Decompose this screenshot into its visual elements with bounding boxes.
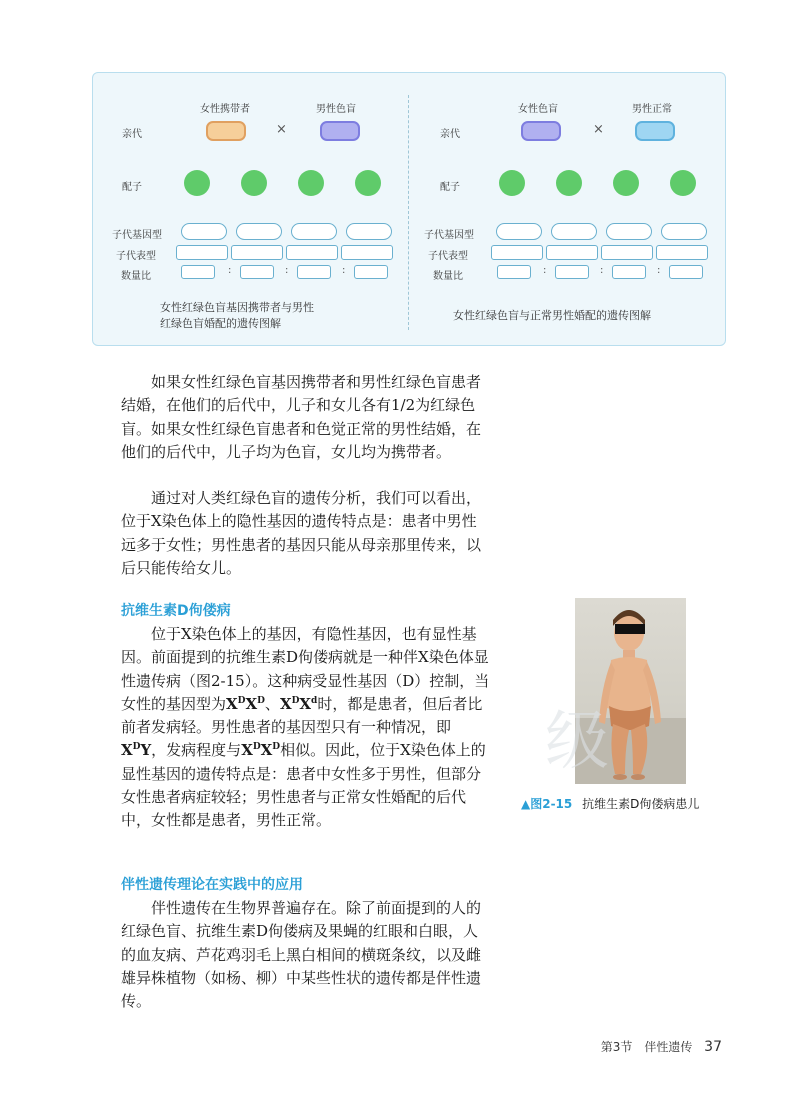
left-diagram-caption [160,300,314,332]
right-row-genotype: 子代基因型 [424,230,474,241]
left-ratio-colon-1: : [228,265,232,276]
right-phenotype-slot-1 [491,245,543,260]
figure-number: ▲图2-15 [521,797,573,811]
left-ratio-slot-4 [354,265,388,279]
right-ratio-slot-1 [497,265,531,279]
rickets-text-3: ，发病程度与 [151,741,242,760]
left-parent2-label: 男性色盲 [316,104,356,115]
left-row-phenotype: 子代表型 [116,251,156,262]
right-row-parents: 亲代 [440,129,460,140]
left-colorblind-male-box [320,121,360,141]
right-colorblind-female-box [521,121,561,141]
left-ratio-slot-2 [240,265,274,279]
rickets-text-1: 位于X染色体上的基因，有隐性基因，也有显性基因。前面提到的抗维生素D佝偻病就是一种伴X染色体显性遗传病（图2-15）。这种病受显性基因（D）控制，当女性的基因型为 [121,625,490,713]
watermark: 级 [545,705,609,779]
right-gamete-4 [670,170,696,196]
genotype-XDXD: $X^DX^D$ [226,694,265,713]
right-gamete-3 [613,170,639,196]
left-phenotype-slot-1 [176,245,228,260]
left-genotype-slot-4 [346,223,392,240]
left-ratio-slot-3 [297,265,331,279]
left-phenotype-slot-4 [341,245,393,260]
right-diagram-caption: 女性红绿色盲与正常男性婚配的遗传图解 [453,309,651,322]
right-row-phenotype: 子代表型 [428,251,468,262]
left-ratio-colon-2: : [285,265,289,276]
right-parent1-label: 女性色盲 [518,104,558,115]
section-title-rickets: 抗维生素D佝偻病 [121,603,231,619]
left-genotype-slot-1 [181,223,227,240]
genotype-XDXD-2: $X^DX^D$ [241,741,281,760]
rickets-text-4: 相似。因此，位于X染色体上的显性基因的遗传特点是：患者中女性多于男性，但部分女性患者病症较轻；男性患者与正常女性婚配的后代中，女性都是患者，男性正常。 [121,741,486,830]
genotype-XDY: $X^DY$ [121,741,152,760]
left-genotype-slot-2 [236,223,282,240]
page-footer [601,1038,722,1055]
paragraph-rickets [121,623,491,833]
right-ratio-slot-4 [669,265,703,279]
rickets-text-2: 时，都是患者，但后者比前者发病轻。男性患者的基因型只有一种情况，即 [121,694,483,737]
right-normal-male-box [635,121,675,141]
right-row-ratio: 数量比 [433,271,463,282]
figure-caption [521,795,699,812]
left-gamete-1 [184,170,210,196]
genotype-separator: 、 [264,694,280,713]
left-caption-line-2: 红绿色盲婚配的遗传图解 [160,317,281,330]
paragraph-1-text: 如果女性红绿色盲基因携带者和男性红绿色盲患者结婚，在他们的后代中，儿子和女儿各有1/2为红绿色盲。如果女性红绿色盲患者和色觉正常的男性结婚，在他们的后代中，儿子均为色盲，女儿均为携带者。 [121,373,482,461]
right-ratio-slot-3 [612,265,646,279]
right-gamete-2 [556,170,582,196]
left-cross-symbol: × [276,122,287,137]
left-gamete-3 [298,170,324,196]
left-carrier-female-box [206,121,246,141]
paragraph-recessive-traits [121,487,491,580]
right-ratio-colon-2: : [600,265,604,276]
left-ratio-slot-1 [181,265,215,279]
left-row-ratio: 数量比 [121,271,151,282]
left-row-gametes: 配子 [122,182,142,193]
section-title-applications: 伴性遗传理论在实践中的应用 [121,877,303,893]
left-gamete-4 [355,170,381,196]
page-number: 37 [704,1039,722,1055]
right-phenotype-slot-3 [601,245,653,260]
right-genotype-slot-1 [496,223,542,240]
right-genotype-slot-4 [661,223,707,240]
figure-caption-text: 抗维生素D佝偻病患儿 [582,797,700,811]
right-row-gametes: 配子 [440,182,460,193]
left-genotype-slot-3 [291,223,337,240]
right-parent2-label: 男性正常 [632,104,672,115]
footer-section: 第3节 伴性遗传 [600,1040,693,1054]
paragraph-colorblind-crosses [121,371,491,464]
left-row-parents: 亲代 [122,129,142,140]
right-genotype-slot-2 [551,223,597,240]
right-ratio-colon-3: : [657,265,661,276]
left-phenotype-slot-2 [231,245,283,260]
left-phenotype-slot-3 [286,245,338,260]
left-parent1-label: 女性携带者 [200,104,250,115]
paragraph-applications [121,897,491,1013]
left-row-genotype: 子代基因型 [112,230,162,241]
right-ratio-slot-2 [555,265,589,279]
right-cross-symbol: × [593,122,604,137]
left-caption-line-1: 女性红绿色盲基因携带者与男性 [160,301,314,314]
right-phenotype-slot-4 [656,245,708,260]
right-genotype-slot-3 [606,223,652,240]
right-phenotype-slot-2 [546,245,598,260]
applications-text: 伴性遗传在生物界普遍存在。除了前面提到的人的红绿色盲、抗维生素D佝偻病及果蝇的红眼和白眼，人的血友病、芦花鸡羽毛上黑白相间的横斑条纹，以及雌雄异株植物（如杨、柳）中某些性状的遗传都是伴性遗传。 [121,899,482,1011]
right-ratio-colon-1: : [543,265,547,276]
paragraph-2-text: 通过对人类红绿色盲的遗传分析，我们可以看出，位于X染色体上的隐性基因的遗传特点是：患者中男性远多于女性；男性患者的基因只能从母亲那里传来，以后只能传给女儿。 [121,489,482,577]
left-ratio-colon-3: : [342,265,346,276]
diagram-divider [408,95,409,330]
left-gamete-2 [241,170,267,196]
right-gamete-1 [499,170,525,196]
genotype-XDXd: $X^DX^d$ [279,694,318,713]
